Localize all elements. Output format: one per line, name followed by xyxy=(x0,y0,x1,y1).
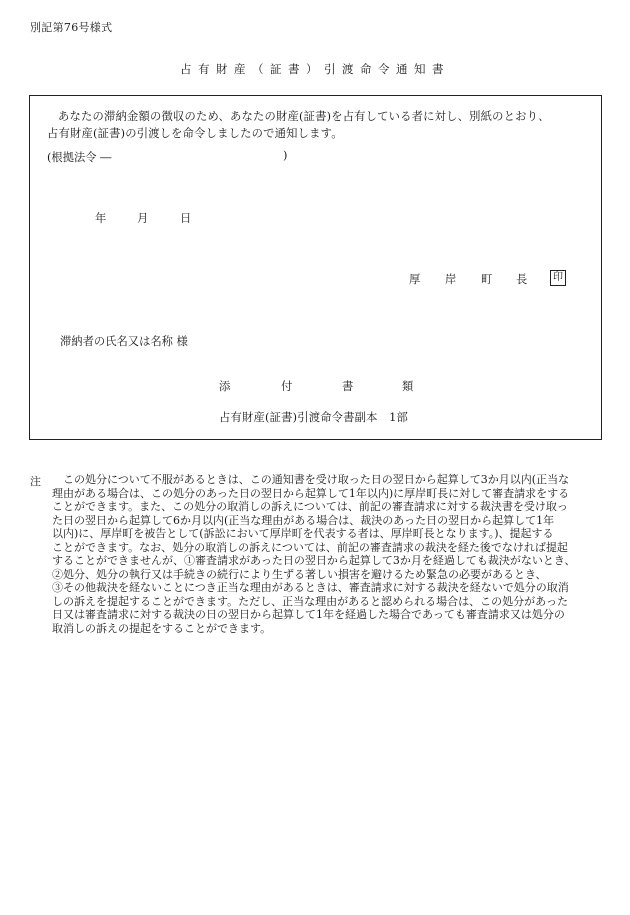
issuer-title xyxy=(409,271,569,287)
note-line: ②処分、処分の執行又は手続きの続行により生ずる著しい損害を避けるため緊急の必要があるとき、 xyxy=(52,567,547,581)
note-line: た日の翌日から起算して6か月以内(正当な理由がある場合は、裁決のあった日の翌日から起算して1年 xyxy=(52,513,555,527)
legal-basis-close: ) xyxy=(283,149,288,162)
issue-date xyxy=(95,210,215,224)
note-line: ことができます。また、この処分の取消しの訴えについては、前記の審査請求に対する裁決書を受け取っ xyxy=(52,500,568,513)
issuer-char: 岸 xyxy=(445,273,457,286)
recipient-line: 滞納者の氏名又は名称 様 xyxy=(60,335,188,348)
date-year-label: 年 xyxy=(95,212,107,225)
attachment-heading-char: 付 xyxy=(281,380,293,393)
attachment-item: 占有財産(証書)引渡命令書副本 1部 xyxy=(219,411,409,424)
attachment-heading xyxy=(219,378,419,394)
legal-basis xyxy=(47,149,288,165)
legal-basis-open: (根拠法令 ― xyxy=(47,151,112,164)
note-line: 取消しの訴えの提起をすることができます。 xyxy=(52,621,272,635)
note-line: 理由がある場合は、この処分のあった日の翌日から起算して1年以内)に厚岸町長に対して審査請求をする xyxy=(52,486,570,500)
note-line: しの訴えを提起することができます。ただし、正当な理由があると認められる場合は、この処分があった xyxy=(52,594,569,608)
attachment-heading-char: 書 xyxy=(342,380,354,393)
document-title: 占有財産（証書）引渡命令通知書 xyxy=(180,62,450,76)
notice-body-line: 占有財産(証書)の引渡しを命令しましたので通知します。 xyxy=(47,126,343,140)
date-month-label: 月 xyxy=(137,212,149,225)
issuer-char: 長 xyxy=(516,273,528,286)
note-line: することができませんが、①審査請求があった日の翌日から起算して3か月を経過しても裁決がないとき、 xyxy=(52,554,576,567)
notice-body-line: あなたの滞納金額の徴収のため、あなたの財産(証書)を占有している者に対し、別紙のとおり、 xyxy=(58,110,550,123)
note-line: ③その他裁決を経ないことにつき正当な理由があるときは、審査請求に対する裁決を経ないで処分の取消 xyxy=(52,581,569,594)
note-text xyxy=(52,473,605,635)
form-number: 別記第76号様式 xyxy=(30,21,113,34)
note-line: この処分について不服があるときは、この通知書を受け取った日の翌日から起算して3か月以内(正当な xyxy=(63,473,570,486)
note-line: ことができます。なお、処分の取消しの訴えについては、前記の審査請求の裁決を経た後でなければ提起 xyxy=(52,540,568,554)
issuer-char: 厚 xyxy=(409,273,421,286)
issuer-char: 町 xyxy=(481,273,493,286)
notice-body xyxy=(47,109,602,142)
note-line: 日又は審査請求に対する裁決の日の翌日から起算して1年を経過した場合であっても審査請求又は処分の xyxy=(52,608,565,621)
date-day-label: 日 xyxy=(180,212,192,225)
note-label: 注 xyxy=(30,475,41,488)
note-line: 以内)に、厚岸町を被告として(訴訟において厚岸町を代表する者は、厚岸町長となります。)、提起する xyxy=(52,527,554,540)
attachment-heading-char: 類 xyxy=(402,380,414,393)
attachment-heading-char: 添 xyxy=(219,380,231,393)
seal-mark: 印 xyxy=(550,270,566,286)
